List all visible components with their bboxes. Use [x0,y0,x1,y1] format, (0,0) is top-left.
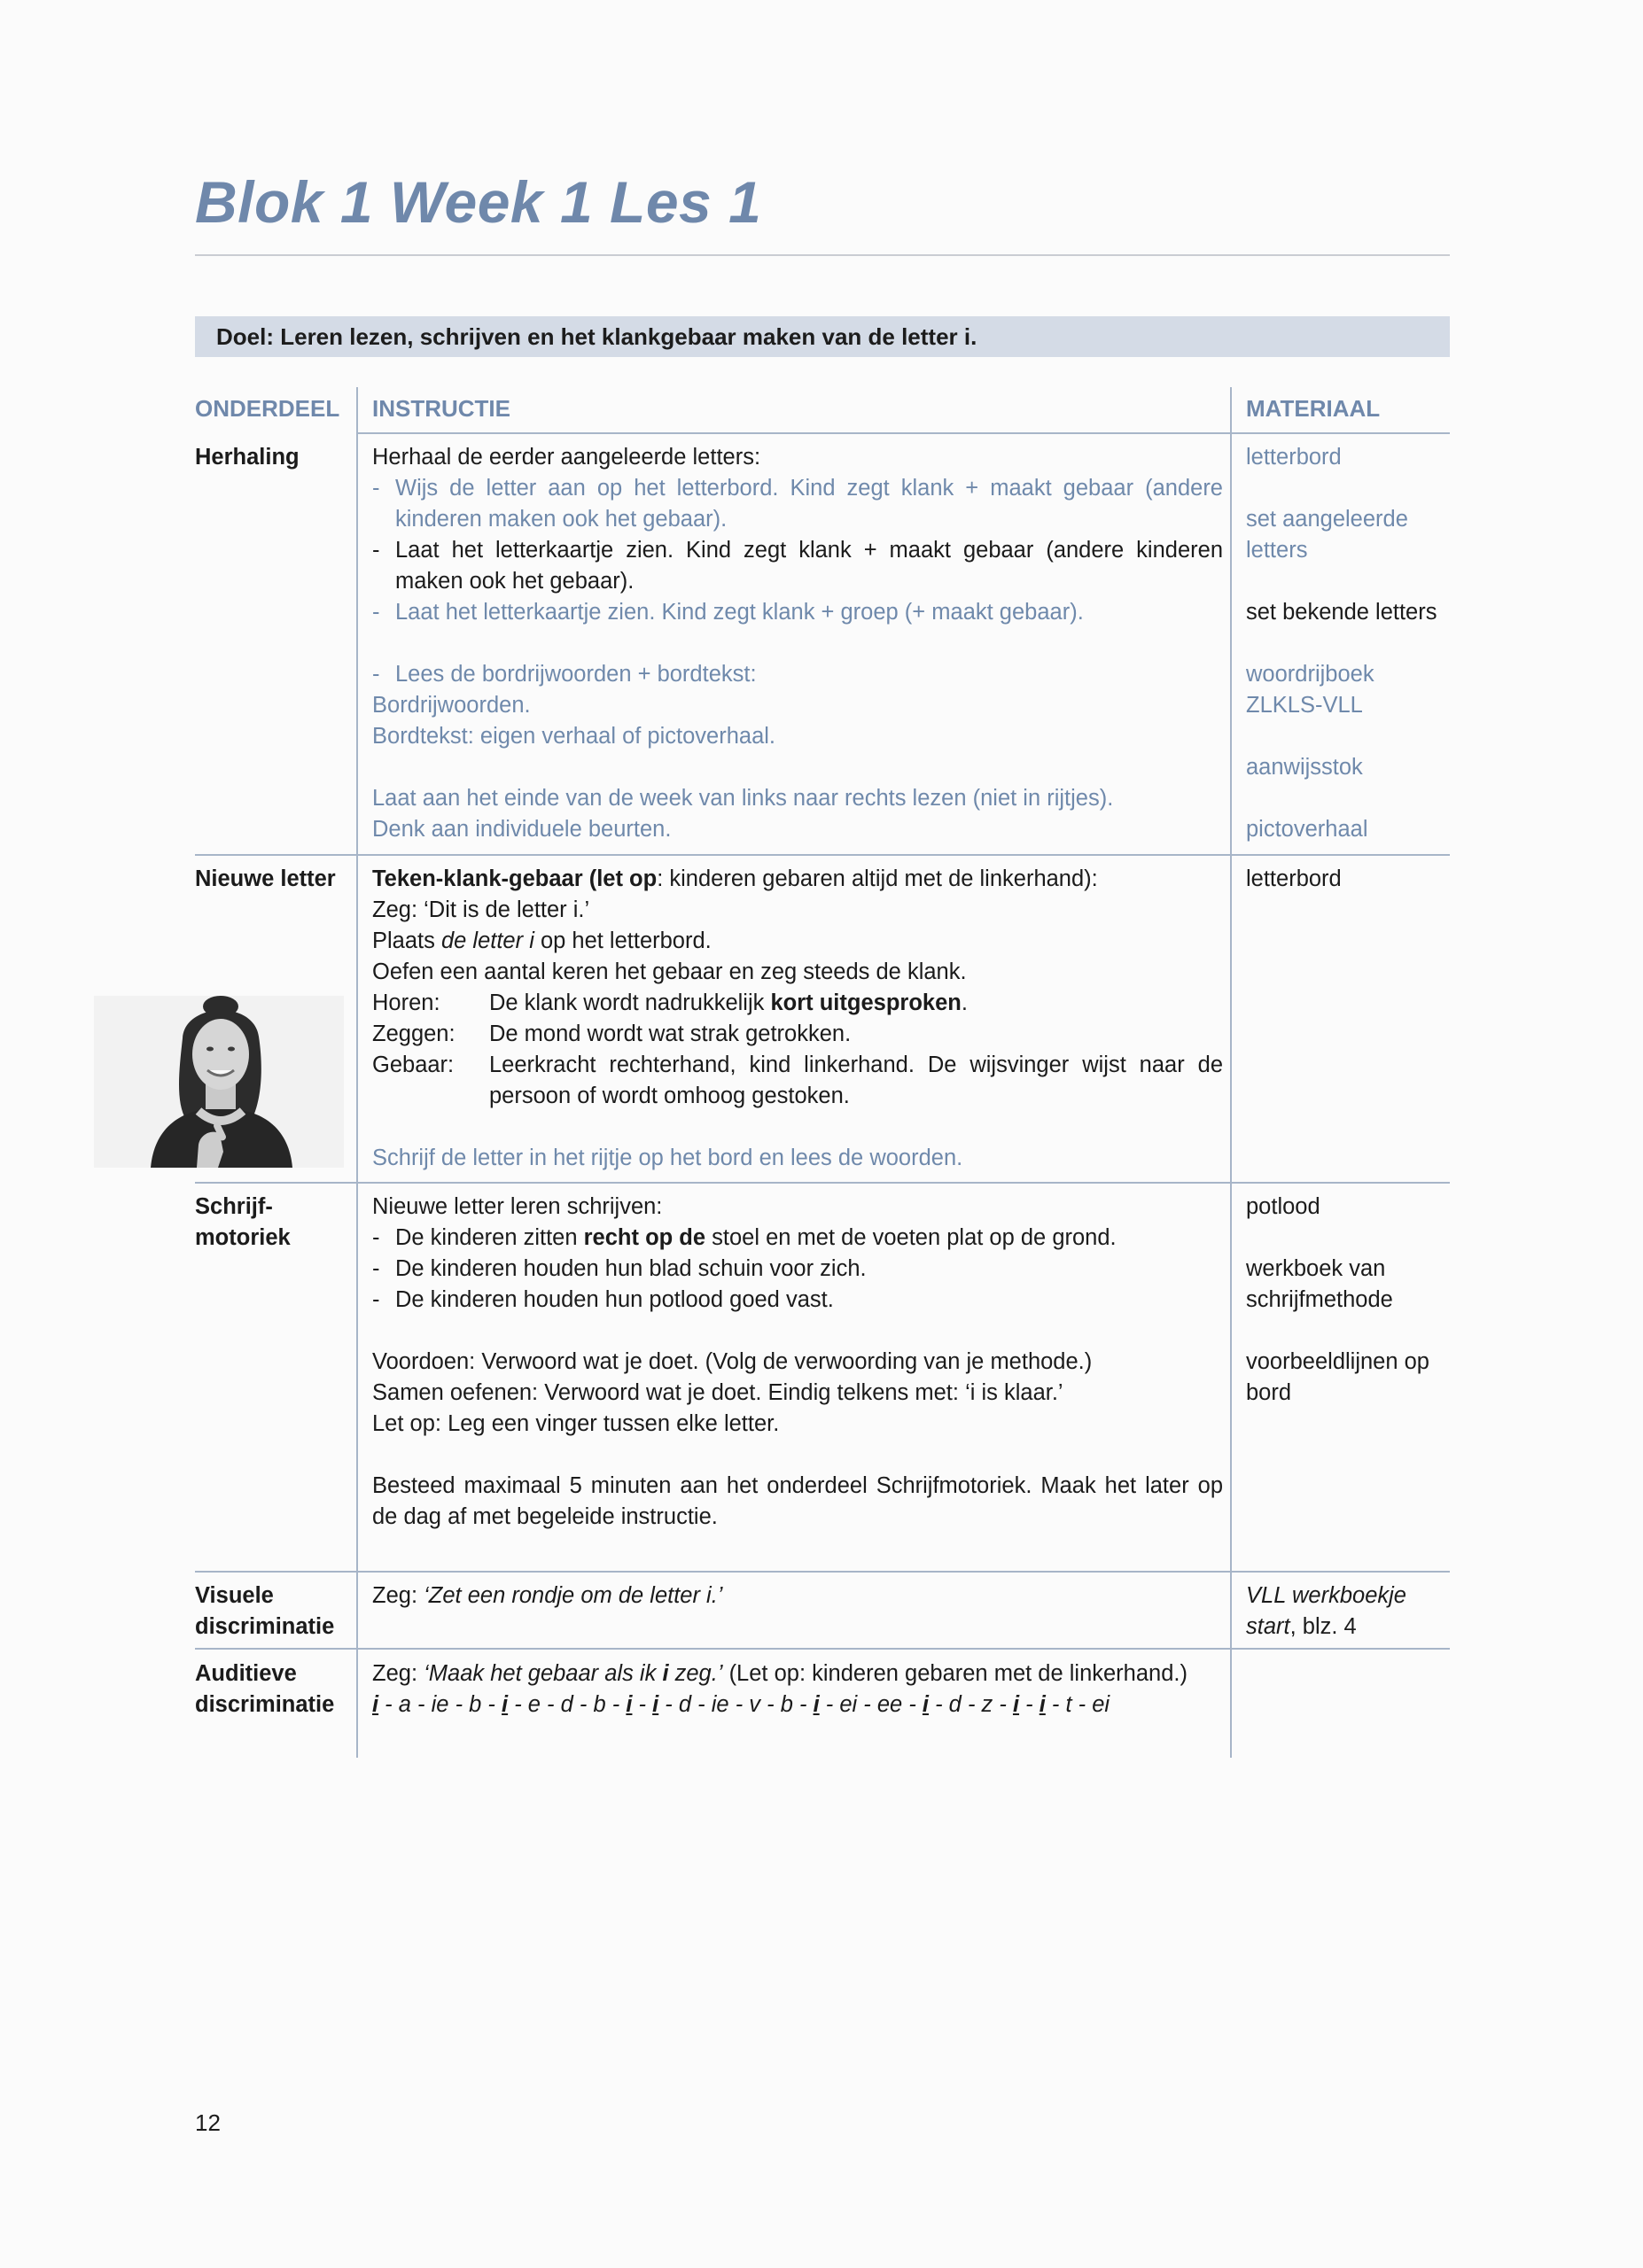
material-item: schrijfmethode [1246,1287,1393,1312]
text-line: Zeg: ‘Maak het gebaar als ik i zeg.’ (Let op: kinderen gebaren met de linkerhand.) [372,1661,1187,1686]
page-number: 12 [195,2109,221,2136]
row-label-nieuwe-letter: Nieuwe letter [195,866,336,891]
instruction-schrijfmotoriek [372,1192,1223,1533]
list-item: - Laat het letterkaartje zien. Kind zegt klank + groep (+ maakt gebaar). [372,597,1223,628]
sound-item: b [593,1692,606,1717]
material-item: letterbord [1246,445,1342,470]
text-line: - Laat het letterkaartje zien. Kind zegt klank + maakt gebaar (andere kinderen [395,538,1223,563]
list-item: - De kinderen houden hun blad schuin voor zich. [372,1254,1223,1285]
material-item: werkboek van [1246,1256,1386,1281]
text-line: de dag af met begeleide instructie. [372,1504,718,1529]
material-item: bord [1246,1380,1292,1405]
instruction-herhaling [372,442,1223,845]
row-label-herhaling: Herhaling [195,445,300,470]
column-divider-right [1230,387,1232,1758]
instruction-visuele [372,1581,1223,1612]
sound-item: ie [711,1692,729,1717]
text-line: - Wijs de letter aan op het letterbord. Kind zegt klank + maakt gebaar (andere [395,476,1223,501]
text-line: Nieuwe letter leren schrijven: [372,1194,663,1219]
text-line: Plaats de letter i op het letterbord. [372,928,712,953]
instruction-auditieve [372,1658,1241,1720]
text-line: Bordrijwoorden. [372,693,531,718]
material-herhaling [1246,442,1468,845]
text-line: Let op: Leg een vinger tussen elke letter. [372,1411,780,1436]
goal-banner: Doel: Leren lezen, schrijven en het klankgebaar maken van de letter i. [195,316,1450,357]
horen-row: Horen: De klank wordt nadrukkelijk kort uitgesproken. [372,990,968,1015]
list-item [372,535,1223,597]
target-sound: i [1039,1692,1046,1717]
sound-item: ei [839,1692,858,1717]
text-line: Zeg: ‘Dit is de letter i.’ [372,897,590,922]
target-sound: i [652,1692,659,1717]
zeggen-row: Zeggen: De mond wordt wat strak getrokken. [372,1021,852,1046]
material-item: letterbord [1246,866,1342,891]
row-divider [195,1648,1450,1650]
sound-item: t [1065,1692,1072,1717]
material-visuele [1246,1581,1468,1643]
teacher-portrait [94,996,344,1168]
header-instructie: INSTRUCTIE [372,395,510,422]
material-item: voorbeeldlijnen op [1246,1349,1429,1374]
target-sound: i [922,1692,929,1717]
sign-gesture-photo [94,996,344,1168]
row-divider [195,1571,1450,1573]
row-divider [195,854,1450,856]
row-label-auditieve-discriminatie [195,1658,334,1720]
target-sound: i [626,1692,633,1717]
gebaar-row-continued: persoon of wordt omhoog gestoken. [489,1084,850,1108]
text-line: Bordtekst: eigen verhaal of pictoverhaal. [372,724,776,749]
material-nieuwe-letter [1246,864,1468,895]
sound-item: z [981,1692,993,1717]
material-schrijfmotoriek [1246,1192,1468,1409]
list-item: - De kinderen houden hun potlood goed vast. [372,1285,1223,1316]
sound-item: d [948,1692,962,1717]
material-item: set bekende letters [1246,600,1437,625]
sound-item: ie [431,1692,449,1717]
instruction-nieuwe-letter [372,864,1223,1174]
text-line: Samen oefenen: Verwoord wat je doet. Eindig telkens met: ‘i is klaar.’ [372,1380,1063,1405]
sound-sequence: i - a - ie - b - i - e - d - b - i - i - d - ie - v - b - i - ei - ee - i - d - z - i - i - t - ei [372,1692,1110,1717]
material-item: aanwijsstok [1246,755,1363,780]
text-line: discriminatie [195,1692,335,1717]
target-sound: i [1012,1692,1020,1717]
text-line: Schrijf de letter in het rijtje op het bord en lees de woorden. [372,1146,963,1170]
material-item: woordrijboek [1246,662,1374,687]
text-line: discriminatie [195,1614,335,1639]
list-item [372,473,1223,535]
text-line: Schrijf- [195,1194,273,1219]
text-line: Zeg: ‘Zet een rondje om de letter i.’ [372,1583,723,1608]
gebaar-row: Gebaar: Leerkracht rechterhand, kind linkerhand. De wijsvinger wijst naar de [372,1052,1223,1077]
row-divider [195,1182,1450,1184]
material-item: start, blz. 4 [1246,1614,1357,1639]
list-item: - De kinderen zitten recht op de stoel en met de voeten plat op de grond. [372,1223,1223,1254]
sound-item: d [560,1692,573,1717]
column-divider-left [356,387,358,1758]
text-line: Denk aan individuele beurten. [372,817,672,842]
target-sound: i [502,1692,509,1717]
text-line: Herhaal de eerder aangeleerde letters: [372,445,761,470]
text-line: Besteed maximaal 5 minuten aan het onderdeel Schrijfmotoriek. Maak het later op [372,1473,1223,1498]
text-line: Visuele [195,1583,274,1608]
text-line: Teken-klank-gebaar (let op: kinderen gebaren altijd met de linkerhand): [372,866,1098,891]
material-item: potlood [1246,1194,1320,1219]
text-line: motoriek [195,1225,291,1250]
text-line: Auditieve [195,1661,297,1686]
row-label-visuele-discriminatie [195,1581,334,1643]
text-line: Voordoen: Verwoord wat je doet. (Volg de verwoording van je methode.) [372,1349,1093,1374]
sound-item: ee [876,1692,903,1717]
material-item: letters [1246,538,1308,563]
text-line: Laat aan het einde van de week van links naar rechts lezen (niet in rijtjes). [372,786,1114,811]
header-onderdeel: ONDERDEEL [195,395,340,422]
material-item: pictoverhaal [1246,817,1368,842]
title-divider [195,254,1450,256]
text-line: kinderen maken ook het gebaar). [395,507,728,532]
text-line: Oefen een aantal keren het gebaar en zeg steeds de klank. [372,959,967,984]
sound-item: v [749,1692,761,1717]
material-item: ZLKLS-VLL [1246,693,1363,718]
sound-item: d [678,1692,692,1717]
text-line: maken ook het gebaar). [395,569,635,594]
material-item: set aangeleerde [1246,507,1408,532]
material-item: VLL werkboekje [1246,1583,1406,1608]
sound-item: e [527,1692,541,1717]
header-materiaal: MATERIAAL [1246,395,1381,422]
target-sound: i [372,1692,379,1717]
sound-item: ei [1092,1692,1110,1717]
header-rule [356,432,1450,434]
sound-item: b [469,1692,482,1717]
list-item: - Lees de bordrijwoorden + bordtekst: [372,659,1223,690]
sound-item: a [398,1692,411,1717]
sound-item: b [780,1692,793,1717]
row-label-schrijfmotoriek [195,1192,291,1254]
page-title: Blok 1 Week 1 Les 1 [195,169,762,235]
target-sound: i [813,1692,820,1717]
